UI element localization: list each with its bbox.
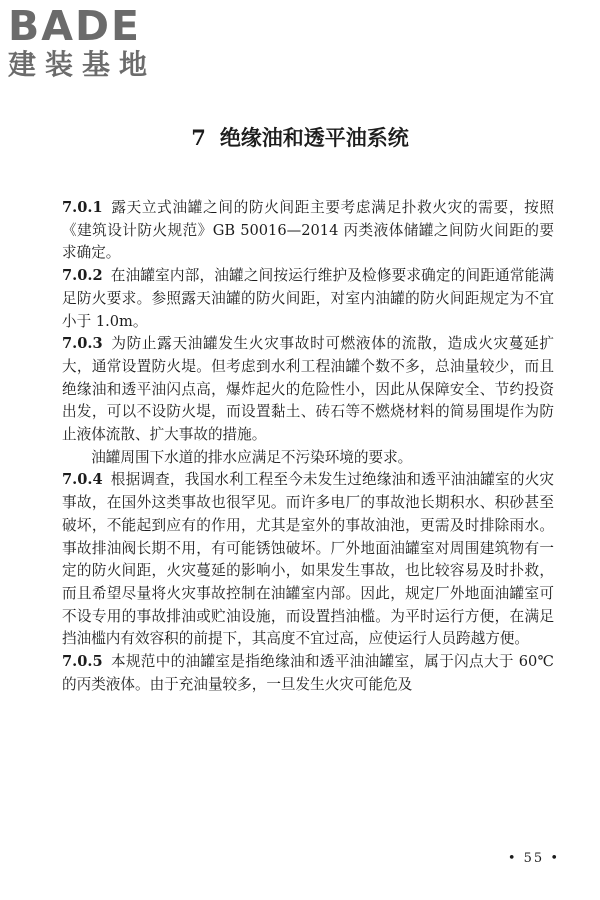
logo-text: BADE xyxy=(8,2,142,50)
section-number: 7.0.2 xyxy=(62,267,103,285)
section-number: 7.0.3 xyxy=(62,335,103,353)
paragraph-text: 根据调查，我国水利工程至今未发生过绝缘油和透平油油罐室的火灾事故，在国外这类事故也很罕见。而许多电厂的事故池长期积水、积砂甚至破坏，不能起到应有的作用，尤其是室外的事故油池，更需及时排除雨水。事故排油阀长期不用，有可能锈蚀破坏。厂外地面油罐室对周围建筑物有一定的防火间距，火灾蔓延的影响小，如果发生事故，也比较容易及时扑救，而且希望尽量将火灾事故控制在油罐室内部。因此，规定厂外地面油罐室可不设专用的事故排油或贮油设施，而设置挡油槛。为平时运行方便，在满足挡油槛内有效容积的前提下，其高度不宜过高，应使运行人员跨越方便。 xyxy=(62,471,554,648)
paragraph xyxy=(62,265,554,333)
chapter-title xyxy=(0,122,600,152)
paragraph-text: 本规范中的油罐室是指绝缘油和透平油油罐室，属于闪点大于 60℃的丙类液体。由于充油量较多，一旦发生火灾可能危及 xyxy=(62,653,554,693)
paragraph-text: 为防止露天油罐发生火灾事故时可燃液体的流散，造成火灾蔓延扩大，通常设置防火堤。但考虑到水利工程油罐个数不多，总油量较少，而且绝缘油和透平油闪点高，爆炸起火的危险性小，因此从保障安全、节约投资出发，可以不设防火堤，而设置黏土、砖石等不燃烧材料的简易围堤作为防止液体流散、扩大事故的措施。 xyxy=(62,335,554,444)
logo xyxy=(8,4,178,82)
paragraph-text: 油罐周围下水道的排水应满足不污染环境的要求。 xyxy=(91,448,413,466)
paragraph xyxy=(62,333,554,447)
chapter-number: 7 xyxy=(191,125,206,150)
paragraph-text: 露天立式油罐之间的防火间距主要考虑满足扑救火灾的需要，按照《建筑设计防火规范》GB 50016—2014 丙类液体储罐之间防火间距的要求确定。 xyxy=(62,199,554,262)
body-text xyxy=(62,197,554,696)
paragraph-text: 在油罐室内部，油罐之间按运行维护及检修要求确定的间距通常能满足防火要求。参照露天油罐的防火间距，对室内油罐的防火间距规定为不宜小于 1.0m。 xyxy=(62,267,554,330)
paragraph xyxy=(62,197,554,265)
section-number: 7.0.5 xyxy=(62,653,103,671)
section-number: 7.0.4 xyxy=(62,471,103,489)
page-number: • 55 • xyxy=(507,851,560,866)
chapter-title-text: 绝缘油和透平油系统 xyxy=(219,125,409,150)
paragraph xyxy=(62,447,554,470)
logo-subtitle: 建装基地 xyxy=(8,48,157,81)
paragraph xyxy=(62,469,554,651)
paragraph xyxy=(62,651,554,696)
section-number: 7.0.1 xyxy=(62,199,103,216)
